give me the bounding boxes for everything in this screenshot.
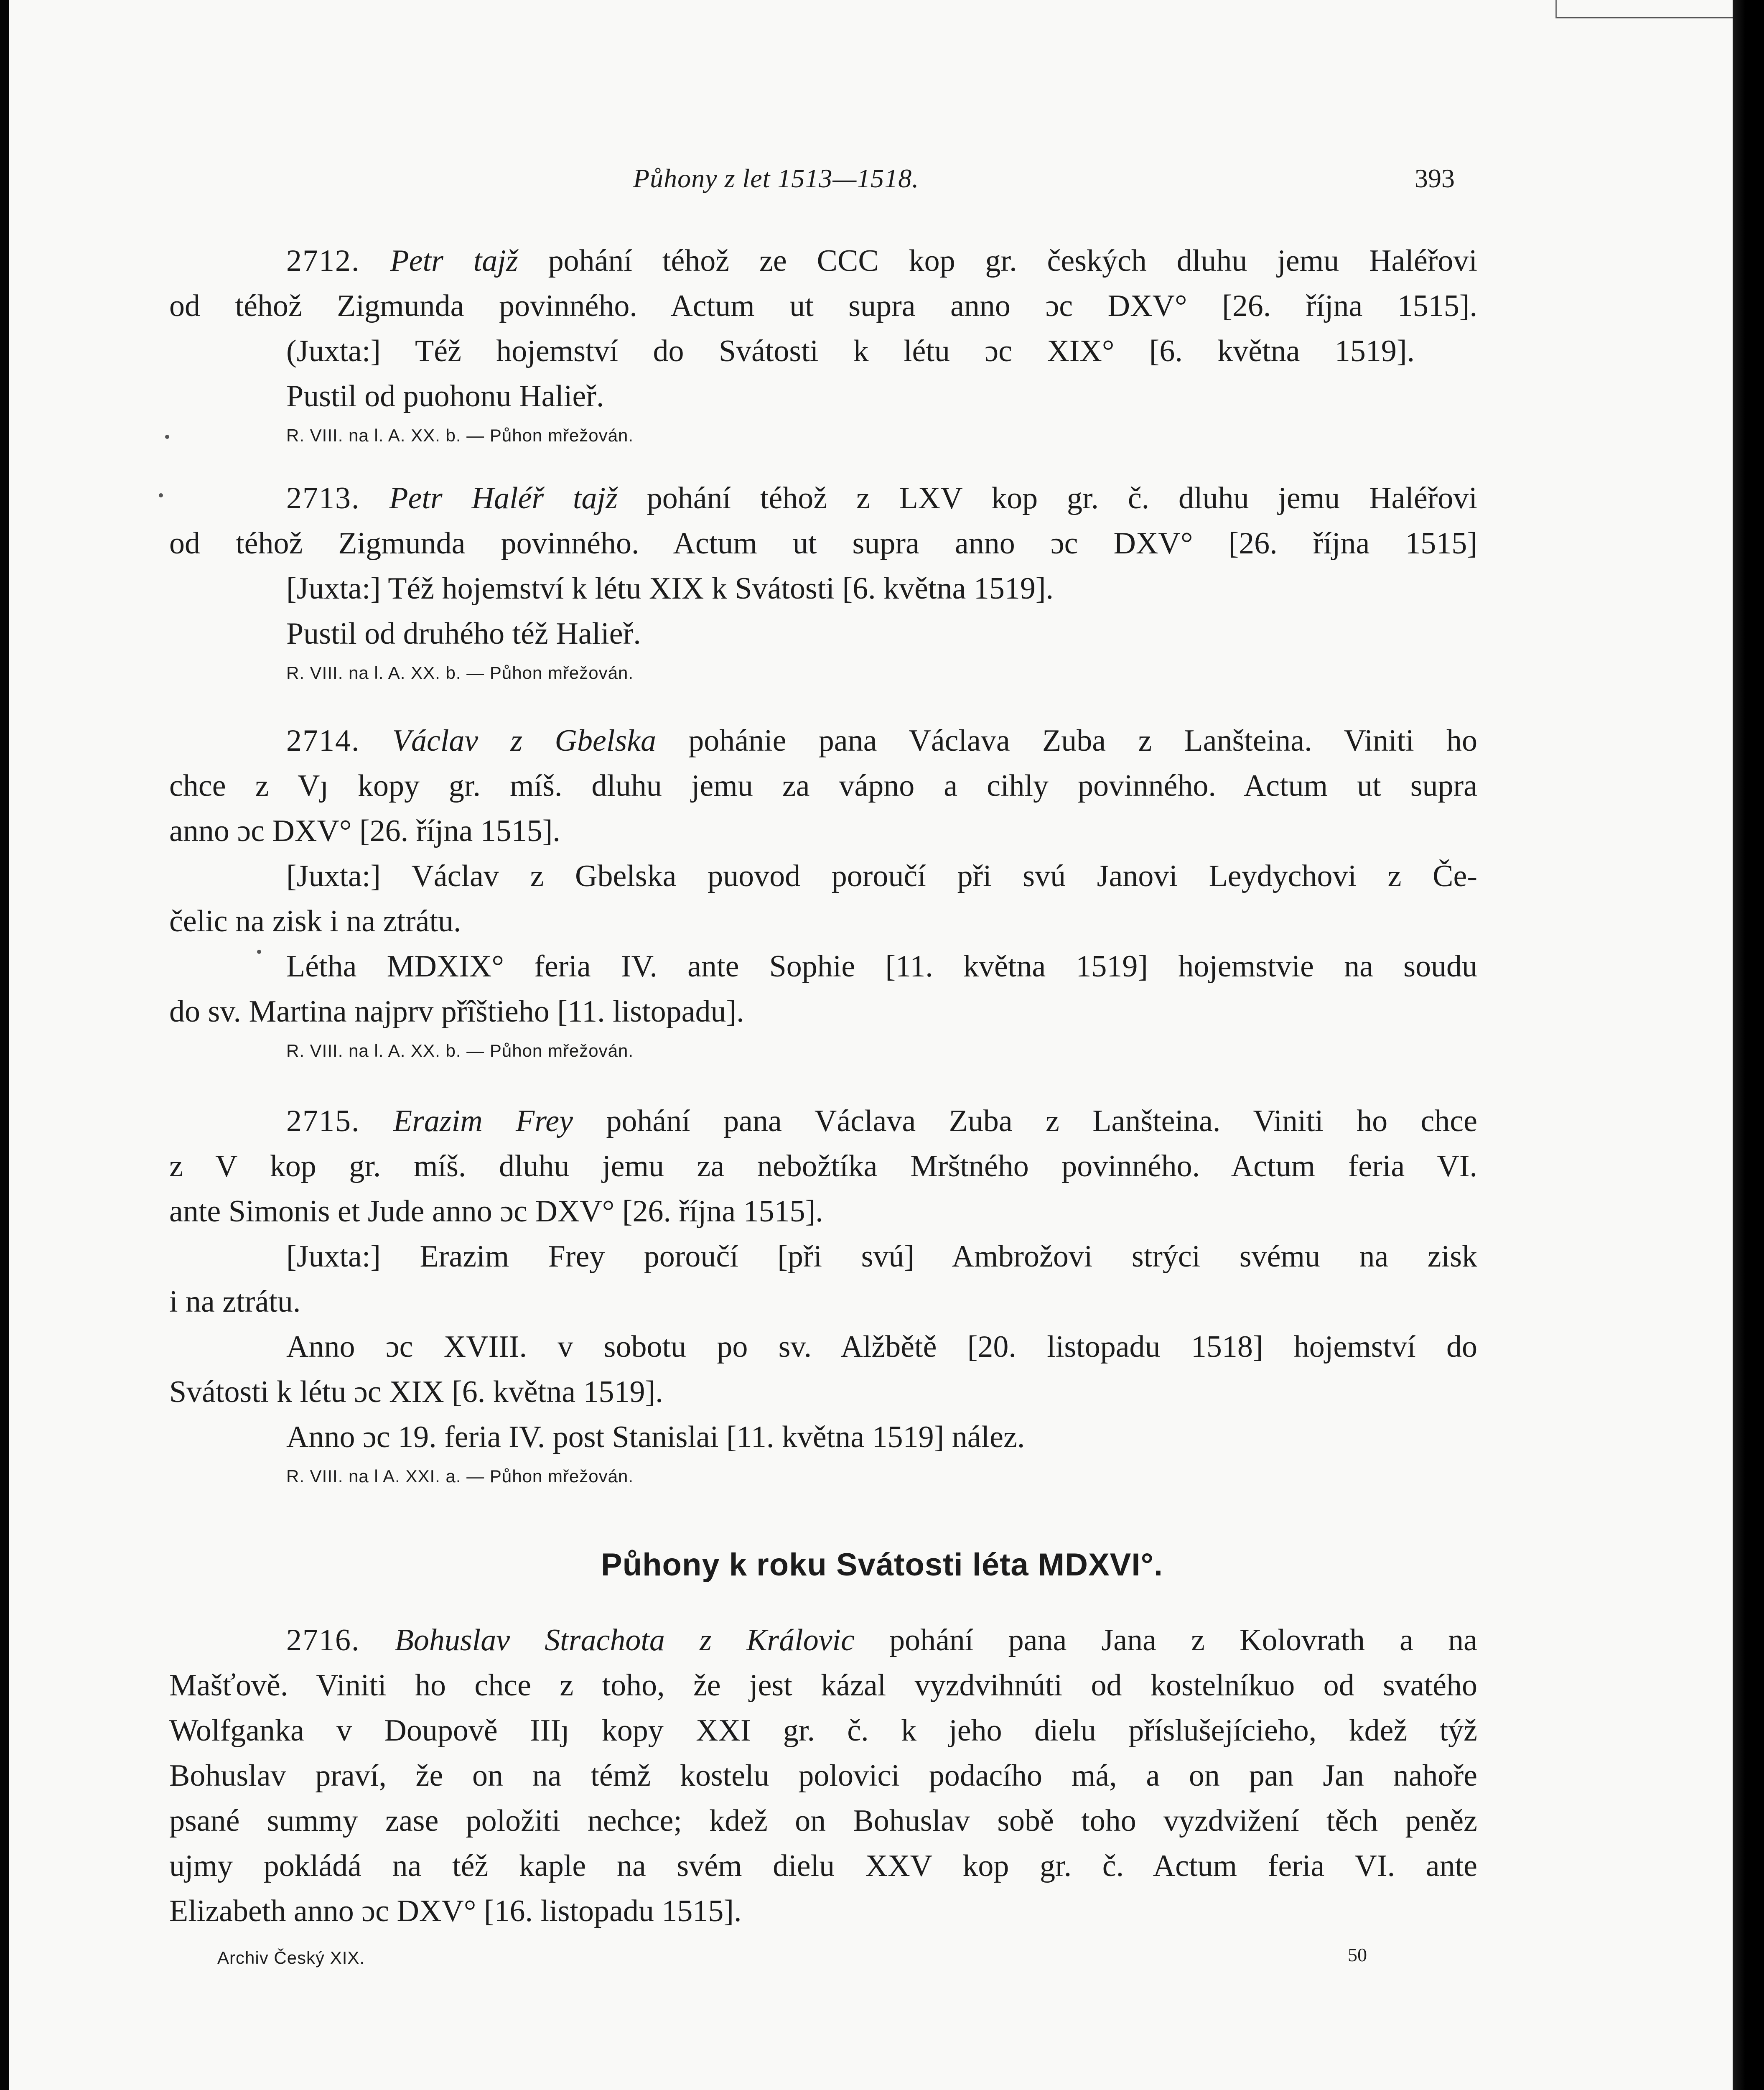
- running-title: Půhony z let 1513—1518.: [633, 163, 919, 193]
- entry-line: Pustil od druhého též Halieř.: [286, 617, 641, 651]
- entry-line: Pustil od puohonu Halieř.: [286, 379, 604, 413]
- entry-line: Létha MDXIX° feria IV. ante Sophie [11. května 1519] hojemstvie na soudu: [286, 949, 1477, 984]
- entry-line: anno ɔc DXV° [26. října 1515].: [169, 814, 560, 848]
- entry-number: 2712.: [286, 244, 360, 278]
- entry-line: ante Simonis et Jude anno ɔc DXV° [26. října 1515].: [169, 1194, 823, 1229]
- entry-first-line: [169, 238, 1477, 283]
- entry-person: Václav z Gbelska: [392, 724, 657, 758]
- entry-line: Elizabeth anno ɔc DXV° [16. listopadu 1515].: [169, 1894, 742, 1928]
- entry-first-line: [169, 476, 1477, 521]
- footer-sheet-number: 50: [1348, 1944, 1367, 1965]
- entry-text: pohání pana Václava Zuba z Lanšteina. Viniti ho chce: [573, 1104, 1477, 1138]
- entry-number: 2713.: [286, 481, 360, 515]
- entry-line: i na ztrátu.: [169, 1285, 301, 1319]
- entry-2714: [169, 718, 1477, 1068]
- source-reference: R. VIII. na l. A. XX. b. — Půhon mřežován.: [286, 663, 634, 683]
- section-heading: Půhony k roku Svátosti léta MDXVI°.: [601, 1547, 1163, 1583]
- entry-line: Mašťově. Viniti ho chce z toho, že jest kázal vyzdvihnúti od kostelníkuo od svatého: [169, 1668, 1477, 1703]
- entry-person: Bohuslav Strachota z Královic: [395, 1623, 855, 1657]
- entry-line: Svátosti k létu ɔc XIX [6. května 1519].: [169, 1375, 663, 1409]
- entry-person: Petr Haléř tajž: [389, 481, 618, 515]
- entry-line: čelic na zisk i na ztrátu.: [169, 904, 461, 938]
- entry-line: Anno ɔc XVIII. v sobotu po sv. Alžbětě [20. listopadu 1518] hojemství do: [286, 1330, 1477, 1364]
- margin-mark: [159, 493, 163, 497]
- scan-border-right: [1733, 0, 1764, 2090]
- entry-first-line: [169, 1099, 1477, 1144]
- entry-line: Bohuslav praví, že on na témž kostelu polovici podacího má, a on pan Jan nahoře: [169, 1759, 1477, 1793]
- entry-line: Wolfganka v Doupově IIIȷ kopy XXI gr. č. k jeho dielu příslušejícieho, kdež týž: [169, 1713, 1477, 1748]
- entry-line: [Juxta:] Erazim Frey poroučí [při svú] Ambrožovi strýci svému na zisk: [286, 1239, 1477, 1274]
- entry-text: pohání téhož z LXV kop gr. č. dluhu jemu Haléřovi: [617, 481, 1477, 515]
- entry-number: 2714.: [286, 724, 360, 758]
- entry-line: psané summy zase položiti nechce; kdež on Bohuslav sobě toho vyzdvižení těch peněz: [169, 1804, 1477, 1838]
- entry-number: 2716.: [286, 1623, 360, 1657]
- entry-line: z V kop gr. míš. dluhu jemu za nebožtíka Mrštného povinného. Actum feria VI.: [169, 1149, 1477, 1183]
- margin-mark: [165, 435, 169, 439]
- entry-2715: [169, 1099, 1477, 1493]
- entry-line: [Juxta:] Václav z Gbelska puovod poroučí při svú Janovi Leydychovi z Če-: [286, 859, 1477, 893]
- entry-text: pohání pana Jana z Kolovrath a na: [854, 1623, 1478, 1657]
- entry-2716: [169, 1618, 1477, 1934]
- source-reference: R. VIII. na l A. XXI. a. — Půhon mřežován.: [286, 1466, 634, 1486]
- page-number: 393: [1415, 163, 1455, 193]
- entry-first-line: [169, 718, 1477, 763]
- entry-first-line: [169, 1618, 1477, 1663]
- entry-line: [Juxta:] Též hojemství k létu XIX k Svátosti [6. května 1519].: [286, 571, 1054, 606]
- entry-2713: [169, 476, 1477, 690]
- entry-line: do sv. Martina najprv přîštieho [11. listopadu].: [169, 994, 744, 1029]
- entry-line: ujmy pokládá na též kaple na svém dielu XXV kop gr. č. Actum feria VI. ante: [169, 1849, 1477, 1883]
- entry-person: Erazim Frey: [393, 1104, 573, 1138]
- entry-person: Petr tajž: [390, 244, 518, 278]
- scan-edge-artifact: [1555, 0, 1733, 18]
- entry-line: (Juxta:] Též hojemství do Svátosti k létu ɔc XIX° [6. května 1519].: [286, 334, 1415, 368]
- entry-text: pohání téhož ze CCC kop gr. českých dluhu jemu Haléřovi: [518, 244, 1477, 278]
- entry-2712: [169, 238, 1477, 452]
- entry-text: pohánie pana Václava Zuba z Lanšteina. Viniti ho: [656, 724, 1477, 758]
- footer-signature: Archiv Český XIX.: [217, 1948, 365, 1968]
- entry-line: Anno ɔc 19. feria IV. post Stanislai [11. května 1519] nález.: [286, 1420, 1025, 1454]
- source-reference: R. VIII. na l. A. XX. b. — Půhon mřežován.: [286, 1041, 634, 1060]
- entry-line: od téhož Zigmunda povinného. Actum ut supra anno ɔc DXV° [26. října 1515].: [169, 289, 1477, 323]
- source-reference: R. VIII. na l. A. XX. b. — Půhon mřežován.: [286, 426, 634, 445]
- entry-number: 2715.: [286, 1104, 360, 1138]
- margin-mark: [257, 950, 261, 954]
- entry-line: chce z Vȷ kopy gr. míš. dluhu jemu za vápno a cihly povinného. Actum ut supra: [169, 769, 1477, 803]
- entry-line: od téhož Zigmunda povinného. Actum ut supra anno ɔc DXV° [26. října 1515]: [169, 526, 1477, 561]
- scan-border-left: [0, 0, 9, 2090]
